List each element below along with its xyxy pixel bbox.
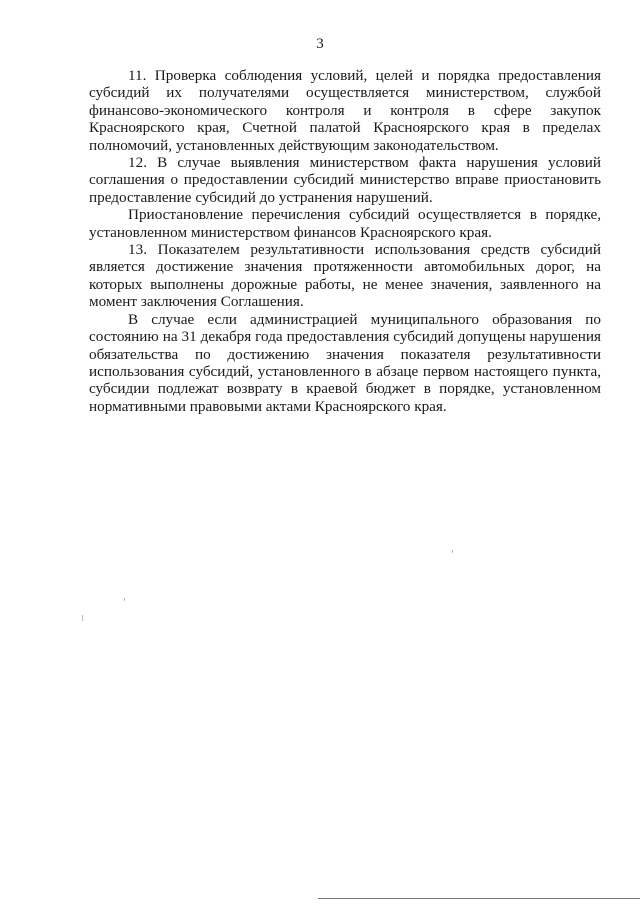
page-number: 3 [316, 36, 324, 52]
scan-speck [124, 598, 125, 601]
scan-speck [82, 615, 83, 621]
paragraph-suspension-order: Приостановление перечисления субсидий осуществляется в порядке, установленном министерством финансов Красноярского края. [89, 206, 601, 241]
paragraph-refund-conditions: В случае если администрацией муниципального образования по состоянию на 31 декабря года предоставления субсидий допущены нарушения обязательства по достижению значения показателя результативности использования субсидий, установленного в абзаце первом настоящего пункта, субсидии подлежат возврату в краевой бюджет в порядке, установленном нормативными правовыми актами Красноярского края. [89, 310, 601, 415]
scan-edge-line [318, 898, 640, 899]
paragraph-12-violation: 12. В случае выявления министерством факта нарушения условий соглашения о предоставлении субсидий министерство вправе приостановить предоставление субсидий до устранения нарушений. [89, 154, 601, 206]
paragraph-13-performance-indicator: 13. Показателем результативности использования средств субсидий является достижение значения протяженности автомобильных дорог, на которых выполнены дорожные работы, не менее значения, заявленного на момент заключения Соглашения. [89, 241, 601, 311]
scan-speck [452, 550, 453, 553]
paragraph-11-verification: 11. Проверка соблюдения условий, целей и порядка предоставления субсидий их получателями осуществляется министерством, службой финансово-экономического контроля и контроля в сфере закупок Красноярского края, Счетной палатой Красноярского края в пределах полномочий, установленных действующим законодательством. [89, 67, 601, 154]
document-body [89, 67, 601, 415]
